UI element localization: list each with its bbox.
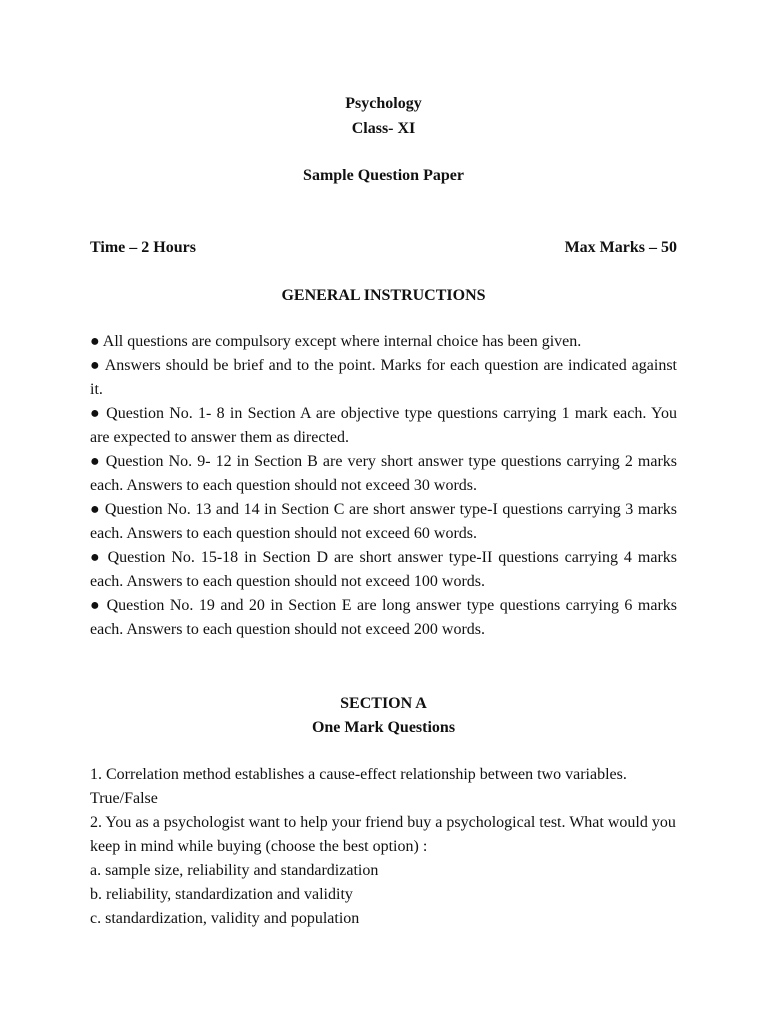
section-a-questions: [90, 763, 677, 931]
document-page: [90, 0, 677, 1024]
instruction-item: ● Question No. 9- 12 in Section B are very short answer type questions carrying 2 marks each. Answers to each question should not exceed 30 words.: [90, 453, 677, 494]
subject-title: Psychology: [345, 95, 422, 112]
instructions-heading: GENERAL INSTRUCTIONS: [281, 287, 486, 304]
general-instructions: [90, 330, 677, 642]
instruction-item: ● Question No. 15-18 in Section D are short answer type-II questions carrying 4 marks each. Answers to each question should not exceed 100 words.: [90, 549, 677, 590]
instruction-item: ● All questions are compulsory except where internal choice has been given.: [90, 333, 582, 350]
max-marks-label: Max Marks – 50: [564, 239, 677, 256]
paper-title: Sample Question Paper: [303, 167, 464, 184]
option-item: b. reliability, standardization and validity: [90, 886, 353, 903]
question-item: 2. You as a psychologist want to help your friend buy a psychological test. What would you keep in mind while buying (choose the best option) :: [90, 814, 676, 855]
time-marks-row: [90, 238, 677, 258]
class-title: Class- XI: [351, 120, 416, 137]
instruction-item: ● Answers should be brief and to the point. Marks for each question are indicated against it.: [90, 357, 677, 398]
instruction-item: ● Question No. 13 and 14 in Section C are short answer type-I questions carrying 3 marks each. Answers to each question should not exceed 60 words.: [90, 501, 677, 542]
question-item: 1. Correlation method establishes a cause-effect relationship between two variables. True/False: [90, 766, 627, 807]
option-item: a. sample size, reliability and standardization: [90, 862, 379, 879]
time-label: Time – 2 Hours: [90, 239, 196, 256]
instruction-item: ● Question No. 19 and 20 in Section E are long answer type questions carrying 6 marks each. Answers to each question should not exceed 200 words.: [90, 597, 677, 638]
section-a-title: SECTION A: [340, 695, 427, 712]
instruction-item: ● Question No. 1- 8 in Section A are objective type questions carrying 1 mark each. You are expected to answer them as directed.: [90, 405, 677, 446]
option-item: c. standardization, validity and population: [90, 910, 360, 927]
section-a-subtitle: One Mark Questions: [311, 719, 456, 736]
